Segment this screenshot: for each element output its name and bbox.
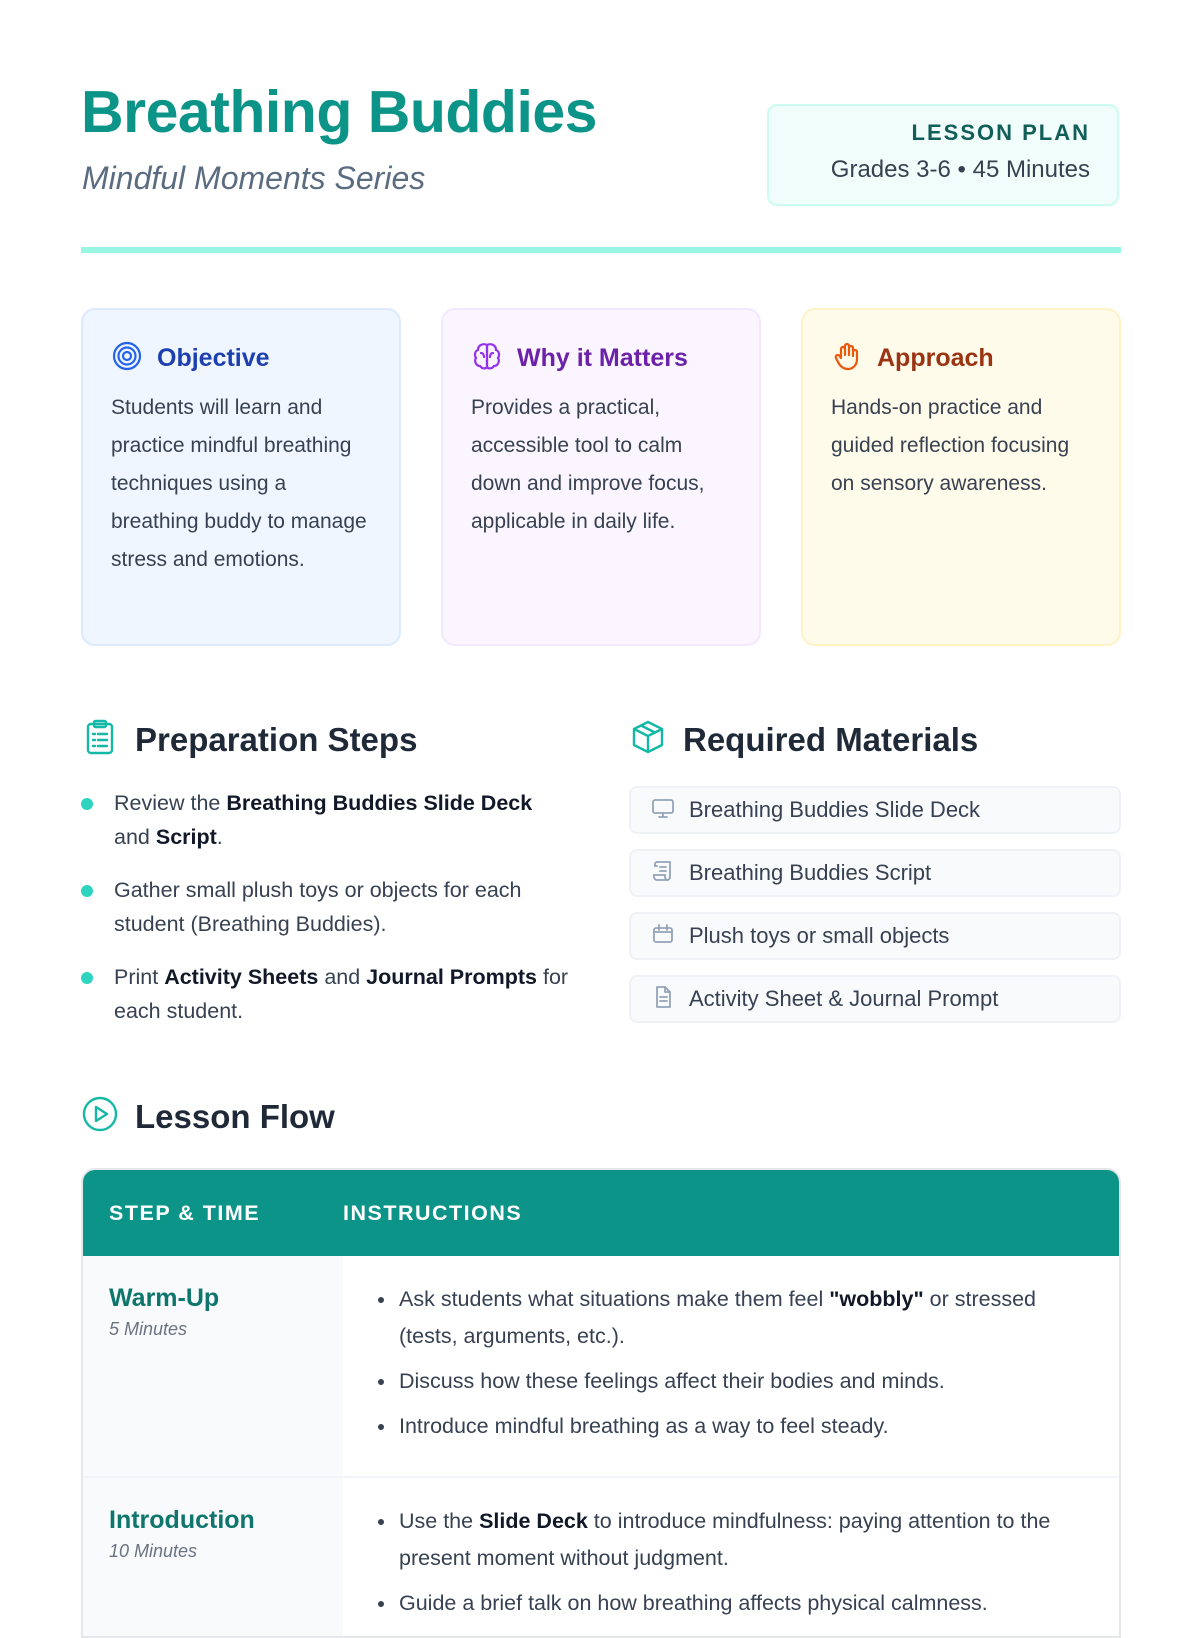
instruction-item: • Discuss how these feelings affect their bodies and minds. bbox=[397, 1363, 1089, 1400]
table-row bbox=[83, 1256, 1119, 1478]
instructions-list bbox=[343, 1478, 1119, 1638]
play-circle-icon bbox=[81, 1095, 135, 1138]
lesson-plan-label: LESSON PLAN bbox=[911, 120, 1090, 145]
page-subtitle: Mindful Moments Series bbox=[82, 160, 426, 196]
materials-title: Required Materials bbox=[683, 720, 979, 758]
hand-icon bbox=[831, 340, 877, 377]
document-icon bbox=[651, 985, 689, 1014]
step-time: 10 Minutes bbox=[109, 1541, 198, 1561]
materials-header bbox=[629, 718, 978, 761]
approach-card bbox=[801, 308, 1121, 646]
objective-text: Students will learn and practice mindful breathing techniques using a breathing buddy to manage stress and emotions. bbox=[111, 396, 367, 571]
table-row bbox=[83, 1478, 1119, 1638]
page-title: Breathing Buddies bbox=[81, 79, 597, 145]
approach-text: Hands-on practice and guided reflection focusing on sensory awareness. bbox=[831, 396, 1070, 495]
instruction-item: • Ask students what situations make them feel "wobbly" or stressed (tests, arguments, etc.). bbox=[397, 1281, 1089, 1355]
column-header-step: STEP & TIME bbox=[109, 1200, 261, 1225]
material-item: Breathing Buddies Script bbox=[629, 849, 1121, 897]
materials-list bbox=[629, 786, 1121, 1038]
lesson-plan-badge bbox=[767, 104, 1119, 206]
target-icon bbox=[111, 340, 157, 377]
package-icon bbox=[629, 718, 683, 761]
why-it-matters-text: Provides a practical, accessible tool to calm down and improve focus, applicable in daily life. bbox=[471, 396, 705, 533]
lesson-plan-meta: Grades 3-6 • 45 Minutes bbox=[830, 156, 1090, 183]
step-cell bbox=[83, 1256, 343, 1476]
why-it-matters-title: Why it Matters bbox=[517, 343, 688, 372]
table-header bbox=[83, 1170, 1119, 1256]
lesson-flow-header bbox=[81, 1095, 335, 1138]
approach-title: Approach bbox=[877, 343, 994, 372]
lesson-flow-table bbox=[81, 1168, 1121, 1638]
why-it-matters-card bbox=[441, 308, 761, 646]
preparation-title: Preparation Steps bbox=[135, 720, 418, 758]
instruction-item: • Introduce mindful breathing as a way to feel steady. bbox=[397, 1408, 1089, 1445]
prep-step: Review the Breathing Buddies Slide Deck and Script. bbox=[81, 786, 571, 854]
clipboard-icon bbox=[81, 718, 135, 761]
step-time: 5 Minutes bbox=[109, 1319, 188, 1339]
preparation-header bbox=[81, 718, 417, 761]
box-icon bbox=[651, 922, 689, 951]
objective-card bbox=[81, 308, 401, 646]
material-item: Breathing Buddies Slide Deck bbox=[629, 786, 1121, 834]
instruction-item: • Use the Slide Deck to introduce mindfulness: paying attention to the present moment without judgment. bbox=[397, 1503, 1089, 1577]
objective-title: Objective bbox=[157, 343, 270, 372]
material-item: Plush toys or small objects bbox=[629, 912, 1121, 960]
step-name: Introduction bbox=[109, 1506, 255, 1534]
step-cell bbox=[83, 1478, 343, 1638]
monitor-icon bbox=[651, 796, 689, 825]
prep-step: Gather small plush toys or objects for each student (Breathing Buddies). bbox=[81, 873, 571, 941]
instruction-item: • Guide a brief talk on how breathing affects physical calmness. bbox=[397, 1585, 1089, 1622]
scroll-icon bbox=[651, 859, 689, 888]
brain-icon bbox=[471, 340, 517, 377]
lesson-flow-title: Lesson Flow bbox=[135, 1097, 335, 1135]
step-name: Warm-Up bbox=[109, 1284, 220, 1312]
material-item: Activity Sheet & Journal Prompt bbox=[629, 975, 1121, 1023]
preparation-list bbox=[81, 786, 571, 1047]
instructions-list bbox=[343, 1256, 1119, 1476]
prep-step: Print Activity Sheets and Journal Prompts for each student. bbox=[81, 960, 571, 1028]
column-header-instructions: INSTRUCTIONS bbox=[343, 1200, 523, 1225]
header-divider bbox=[81, 247, 1121, 253]
